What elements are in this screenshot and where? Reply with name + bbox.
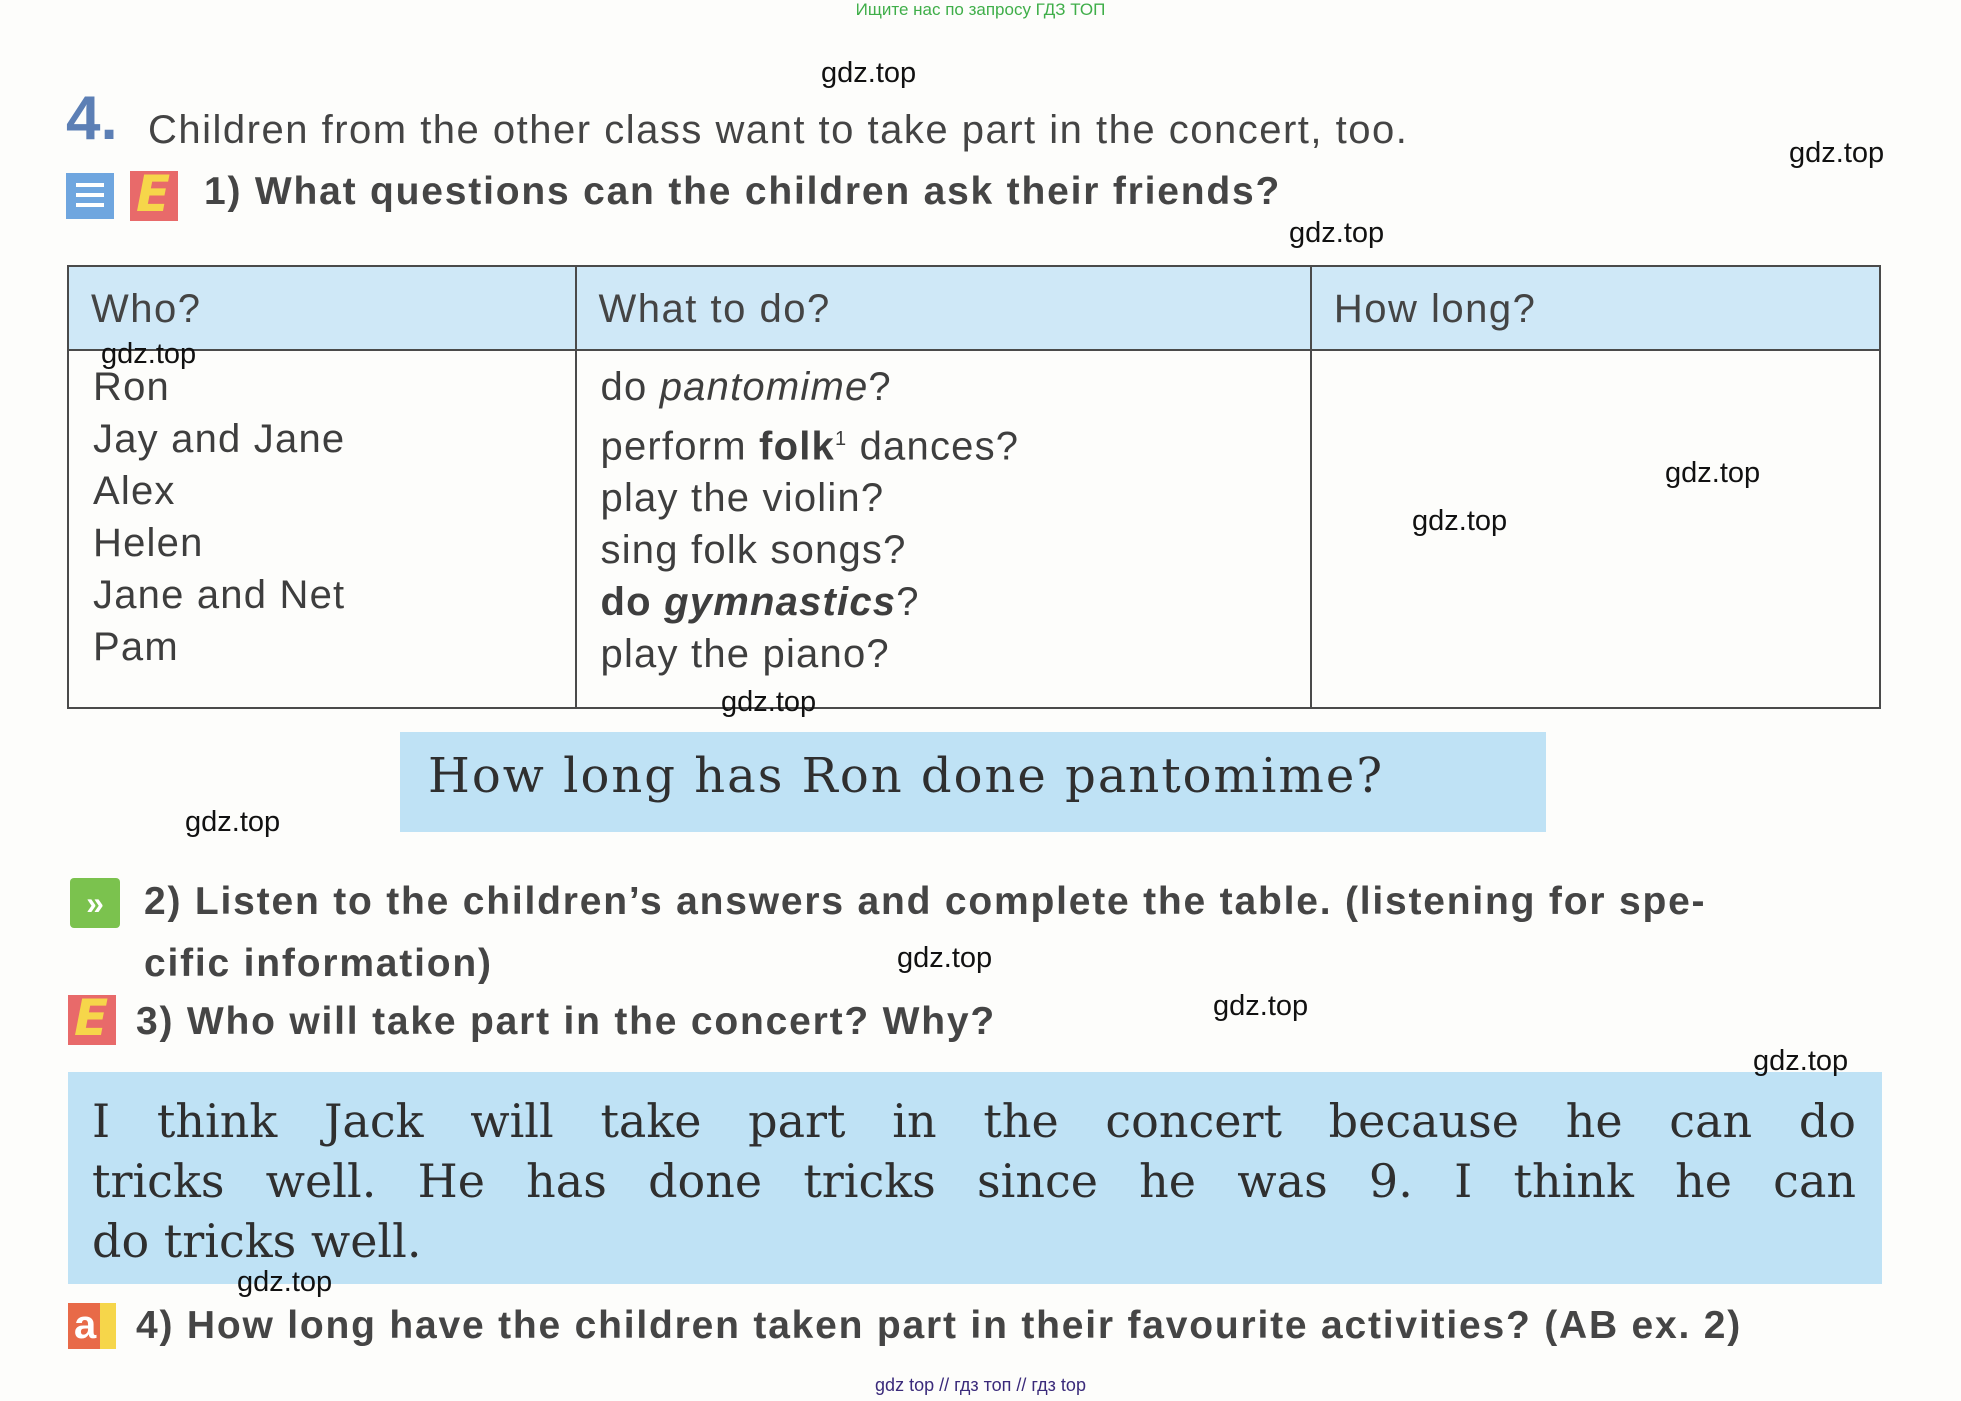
task-2-line-1: 2) Listen to the children’s answers and complete the table. (listening for spe- <box>144 880 1707 923</box>
who-column <box>68 350 576 708</box>
e-icon: E <box>68 995 116 1045</box>
who-item: Helen <box>93 521 204 565</box>
what-item: perform folk$^1$ dances? <box>600 424 1020 469</box>
what-item: do pantomime? <box>600 365 892 409</box>
who-item: Jay and Jane <box>93 417 346 461</box>
e-icon: E <box>130 171 178 221</box>
watermark: gdz.top <box>1289 217 1385 249</box>
watermark: gdz.top <box>185 806 281 838</box>
watermark: gdz.top <box>1665 457 1761 489</box>
what-item: play the piano? <box>600 632 890 677</box>
watermark: gdz.top <box>721 686 817 718</box>
what-item: do gymnastics? <box>600 580 920 625</box>
header-what: What to do? <box>576 266 1311 350</box>
example-question-box <box>400 732 1546 832</box>
watermark: gdz.top <box>821 57 917 89</box>
footer-links: gdz top // гдз топ // гдз top <box>875 1375 1086 1395</box>
watermark: gdz.top <box>1213 990 1309 1022</box>
what-item: sing folk songs? <box>600 528 907 573</box>
exercise-intro: Children from the other class want to take part in the concert, too. <box>148 108 1409 152</box>
task-3: 3) Who will take part in the concert? Why? <box>136 1000 996 1043</box>
model-answer-line: do tricks well. <box>92 1214 422 1268</box>
task-1: 1) What questions can the children ask their friends? <box>204 170 1282 213</box>
top-search-note: Ищите нас по запросу ГДЗ ТОП <box>855 0 1106 19</box>
watermark: gdz.top <box>101 338 197 370</box>
model-answer-line: I think Jack will take part in the concert because he can do <box>92 1094 1856 1148</box>
what-item: play the violin? <box>600 476 885 521</box>
what-column <box>576 350 1311 708</box>
watermark: gdz.top <box>897 942 993 974</box>
exercise-number: 4. <box>66 84 118 153</box>
watermark: gdz.top <box>1412 505 1508 537</box>
watermark: gdz.top <box>1753 1045 1849 1077</box>
model-answer-box <box>68 1072 1882 1284</box>
task-2-line-2: cific information) <box>144 942 493 985</box>
how-long-column <box>1311 350 1880 708</box>
who-item: Ron <box>93 365 170 409</box>
model-answer-line: tricks well. He has done tricks since he was 9. I think he can <box>92 1154 1856 1208</box>
header-who: Who? <box>68 266 576 350</box>
task-4: 4) How long have the children taken part in their favourite activities? (AB ex. 2) <box>136 1304 1743 1347</box>
who-item: Pam <box>93 625 179 669</box>
activities-table <box>67 265 1881 709</box>
who-item: Jane and Net <box>93 573 346 617</box>
watermark: gdz.top <box>237 1266 333 1298</box>
who-item: Alex <box>93 469 176 513</box>
example-question: How long has Ron done pantomime? <box>428 748 1385 804</box>
audio-icon: » <box>70 878 120 928</box>
watermark: gdz.top <box>1789 137 1885 169</box>
ab-icon: a <box>68 1303 116 1349</box>
list-icon <box>66 173 114 219</box>
header-how-long: How long? <box>1311 266 1880 350</box>
